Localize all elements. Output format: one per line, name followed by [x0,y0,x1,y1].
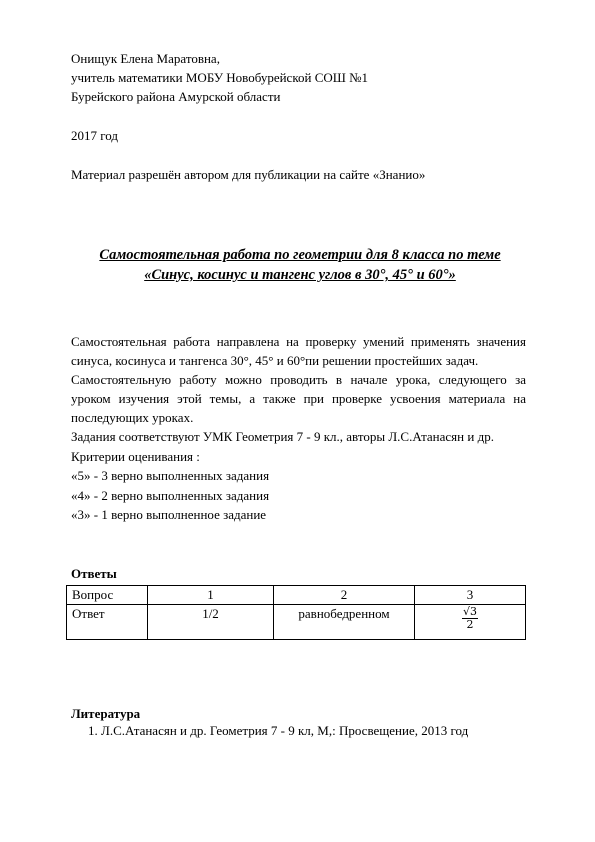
header-label-cell: Вопрос [67,586,148,605]
year: 2017 год [71,128,118,143]
answers-table [66,585,526,640]
criteria-title: Критерии оценивания : [71,448,200,464]
literature-item: 1. Л.С.Атанасян и др. Геометрия 7 - 9 кл, М,: Просвещение, 2013 год [88,723,469,738]
criteria-item: «5» - 3 верно выполненных задания [71,468,270,483]
permission-note: Материал разрешён автором для публикации на сайте «Знанио» [71,167,426,182]
answer-cell [415,605,526,640]
table-row [67,605,526,640]
fraction-denominator: 2 [466,618,474,631]
criteria-item: «4» - 2 верно выполненных задания [71,487,270,503]
title-line-2: «Синус, косинус и тангенс углов в 30°, 45° и 60°» [144,267,456,283]
description-usage: Самостоятельную работу можно проводить в начале урока, следующего за уроком изучения этой темы, а также при проверке усвоения материала на последующих уроках. [71,372,526,425]
question-cell: 1 [148,586,274,605]
fraction-numerator: √3 [462,605,477,618]
author-position: учитель математики МОБУ Новобурейской СОШ №1 [71,70,369,85]
criteria-block [71,427,494,525]
criteria-item: «3» - 1 верно выполненное задание [71,507,267,522]
answer-cell: равнобедренном [274,605,415,640]
umk-note: Задания соответствуют УМК Геометрия 7 - 9 кл., авторы Л.С.Атанасян и др. [71,429,494,444]
title-line-1: Самостоятельная работа по геометрии для 8 класса по теме [99,247,501,263]
document-title [60,245,540,285]
table-row [67,586,526,605]
question-cell: 2 [274,586,415,605]
author-name: Онищук Елена Маратовна, [71,51,220,66]
answer-fraction [462,606,478,631]
answers-heading: Ответы [71,566,117,581]
answer-label-cell: Ответ [67,605,148,640]
answer-cell: 1/2 [148,605,274,640]
description [71,332,526,427]
literature-heading: Литература [71,706,141,721]
author-district: Бурейского района Амурской области [71,89,281,104]
question-cell: 3 [415,586,526,605]
description-purpose: Самостоятельная работа направлена на проверку умений применять значения синуса, косинуса и тангенса 30°, 45° и 60°пи решении простейших задач. [71,334,526,368]
